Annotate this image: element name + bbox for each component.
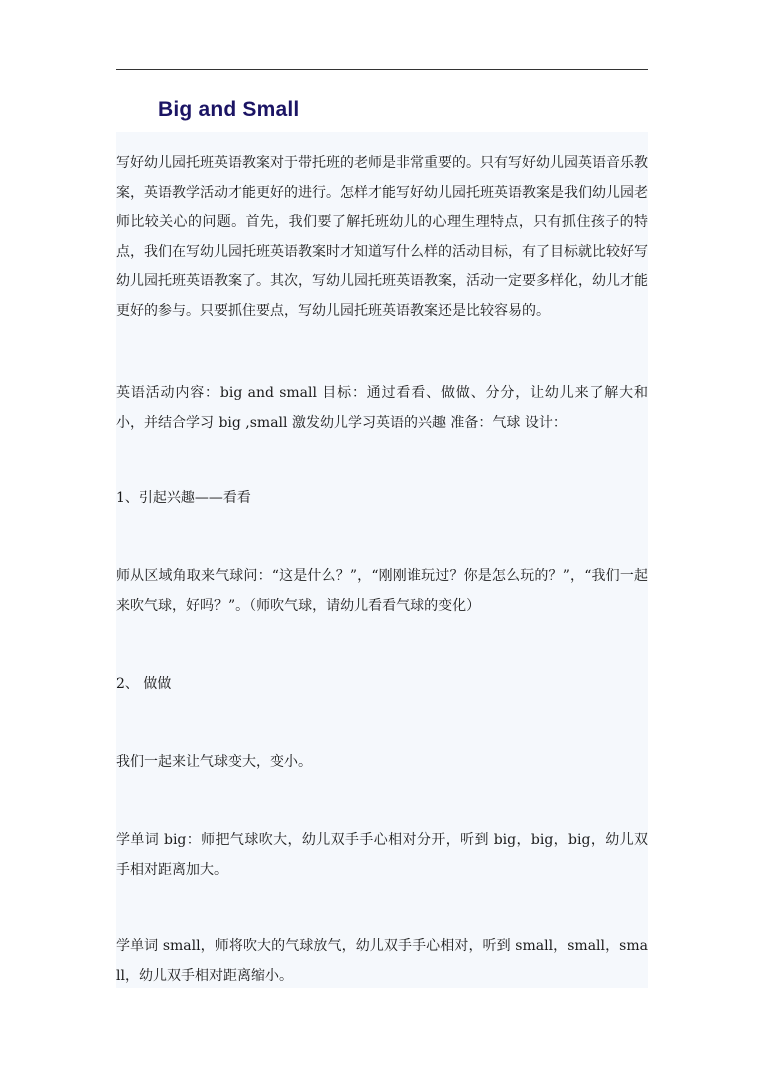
- learn-big-paragraph: 学单词 big：师把气球吹大，幼儿双手手心相对分开，听到 big，big，big，幼儿双手相对距离加大。: [116, 832, 648, 878]
- step-2-heading: 2、 做做: [116, 676, 172, 692]
- document-body: [116, 132, 648, 988]
- learn-small-paragraph: 学单词 small，师将吹大的气球放气，幼儿双手手心相对，听到 small，small，small，幼儿双手相对距离缩小。: [116, 938, 648, 984]
- step-2-description: 我们一起来让气球变大，变小。: [116, 754, 312, 770]
- header-rule: [116, 69, 648, 70]
- step-1-heading: 1、引起兴趣——看看: [116, 490, 251, 506]
- step-1-description: 师从区域角取来气球问：“这是什么？”，“刚刚谁玩过？你是怎么玩的？”，“我们一起来吹气球，好吗？”。（师吹气球，请幼儿看看气球的变化）: [116, 568, 648, 614]
- activity-overview-paragraph: 英语活动内容：big and small 目标：通过看看、做做、分分，让幼儿来了解大和小，并结合学习 big ,small 激发幼儿学习英语的兴趣 准备：气球 设计：: [116, 385, 648, 431]
- document-title: Big and Small: [158, 98, 300, 121]
- intro-paragraph: 写好幼儿园托班英语教案对于带托班的老师是非常重要的。只有写好幼儿园英语音乐教案，英语教学活动才能更好的进行。怎样才能写好幼儿园托班英语教案是我们幼儿园老师比较关心的问题。首先，我们要了解托班幼儿的心理生理特点，只有抓住孩子的特点，我们在写幼儿园托班英语教案时才知道写什么样的活动目标，有了目标就比较好写幼儿园托班英语教案了。其次，写幼儿园托班英语教案，活动一定要多样化，幼儿才能更好的参与。只要抓住要点，写幼儿园托班英语教案还是比较容易的。: [116, 155, 648, 319]
